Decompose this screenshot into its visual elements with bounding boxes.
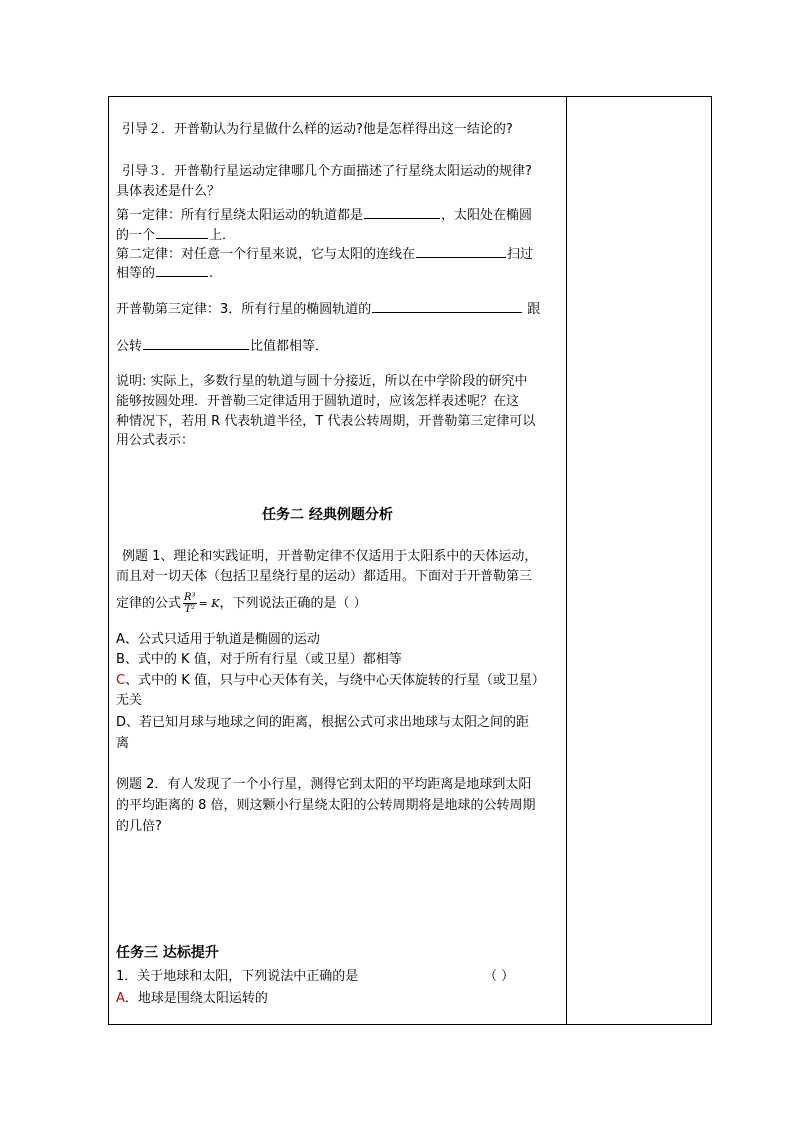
law2-line1 xyxy=(116,244,533,263)
law2-text-b: 扫过 xyxy=(507,247,534,262)
law3-line2 xyxy=(116,336,328,355)
guide-3-line2: 具体表述是什么？ xyxy=(116,184,221,199)
law2-blank-1 xyxy=(416,244,506,258)
note-line-1: 说明: 实际上，多数行星的轨道与圆十分接近，所以在中学阶段的研究中 xyxy=(116,374,528,389)
law1-text-a: 第一定律：所有行星绕太阳运动的轨道都是 xyxy=(116,208,364,223)
question-1-option-a xyxy=(116,990,268,1007)
ex1-text-a: 定律的公式 xyxy=(116,596,182,611)
law3-blank-1 xyxy=(372,299,522,313)
option-c-text: 、式中的 K 值，只与中心天体有关，与绕中心天体旋转的行星（或卫星） xyxy=(125,673,545,688)
law1-blank-1 xyxy=(364,205,440,219)
law3-text-d: 比值都相等． xyxy=(250,339,329,354)
law1-line2 xyxy=(116,225,235,244)
law1-blank-2 xyxy=(156,225,208,239)
ex2-line2: 的平均距离的 8 倍，则这颗小行星绕太阳的公转周期将是地球的公转周期 xyxy=(116,798,536,813)
option-c-letter: C xyxy=(116,673,126,688)
q1-option-a-text: ．地球是围绕太阳运转的 xyxy=(124,991,268,1006)
ex2-line3: 的几倍? xyxy=(116,819,162,834)
option-d-line1: D、若已知月球与地球之间的距离，根据公式可求出地球与太阳之间的距 xyxy=(116,715,530,730)
law1-line1 xyxy=(116,205,532,224)
law3-text-b: 跟 xyxy=(527,302,541,317)
law2-text-a: 第二定律：对任意一个行星来说，它与太阳的连线在 xyxy=(116,247,416,262)
option-d-line2: 离 xyxy=(116,736,130,751)
formula-denominator: T² xyxy=(184,604,196,615)
law3-text-a: 开普勒第三定律：3．所有行星的椭圆轨道的 xyxy=(116,302,372,317)
kepler-formula-fraction xyxy=(183,592,197,615)
note-line-4: 用公式表示： xyxy=(116,433,195,448)
q1-option-a-letter: A xyxy=(116,991,125,1006)
question-1-answer-paren: （ ） xyxy=(484,969,515,984)
law3-line1 xyxy=(116,299,540,318)
formula-rest: = K xyxy=(198,597,220,610)
note-line-3: 种情况下，若用 R 代表轨道半径，T 代表公转周期，开普勒第三定律可以 xyxy=(116,414,536,429)
note-line-2: 能够按圆处理．开普勒三定律适用于圆轨道时，应该怎样表述呢？在这 xyxy=(116,394,520,409)
column-divider xyxy=(566,96,567,1025)
option-b: B、式中的 K 值，对于所有行星（或卫星）都相等 xyxy=(116,652,402,667)
ex1-text-b: ，下列说法正确的是（ ） xyxy=(219,596,367,611)
ex1-line2: 而且对一切天体（包括卫星绕行星的运动）都适用。下面对于开普勒第三 xyxy=(116,569,533,584)
guide-3-line1: 引导３．开普勒行星运动定律哪几个方面描述了行星绕太阳运动的规律? xyxy=(122,164,532,179)
question-1: 1．关于地球和太阳，下列说法中正确的是 xyxy=(116,969,359,984)
law1-text-b: ，太阳处在椭圆 xyxy=(441,208,533,223)
law3-blank-2 xyxy=(143,336,249,350)
task3-title: 任务三 达标提升 xyxy=(116,945,219,961)
option-a: A、公式只适用于轨道是椭圆的运动 xyxy=(116,632,320,647)
ex1-line1: 例题 1、理论和实践证明，开普勒定律不仅适用于太阳系中的天体运动， xyxy=(122,549,538,564)
law2-text-d: . xyxy=(209,266,214,281)
law1-text-c: 的一个 xyxy=(116,228,156,243)
law2-text-c: 相等的 xyxy=(116,266,156,281)
task2-title: 任务二 经典例题分析 xyxy=(262,507,393,523)
ex2-line1: 例题 2．有人发现了一个小行星，测得它到太阳的平均距离是地球到太阳 xyxy=(116,777,532,792)
formula-numerator: R³ xyxy=(184,592,196,603)
guide-2: 引导２．开普勒认为行星做什么样的运动?他是怎样得出这一结论的? xyxy=(122,122,513,137)
law2-line2 xyxy=(116,263,213,282)
option-c-line1 xyxy=(116,672,545,689)
ex1-line3 xyxy=(116,590,367,618)
law1-text-d: 上． xyxy=(209,228,236,243)
option-c-line2: 无关 xyxy=(116,693,143,708)
law2-blank-2 xyxy=(156,263,208,277)
law3-text-c: 公转 xyxy=(116,339,143,354)
